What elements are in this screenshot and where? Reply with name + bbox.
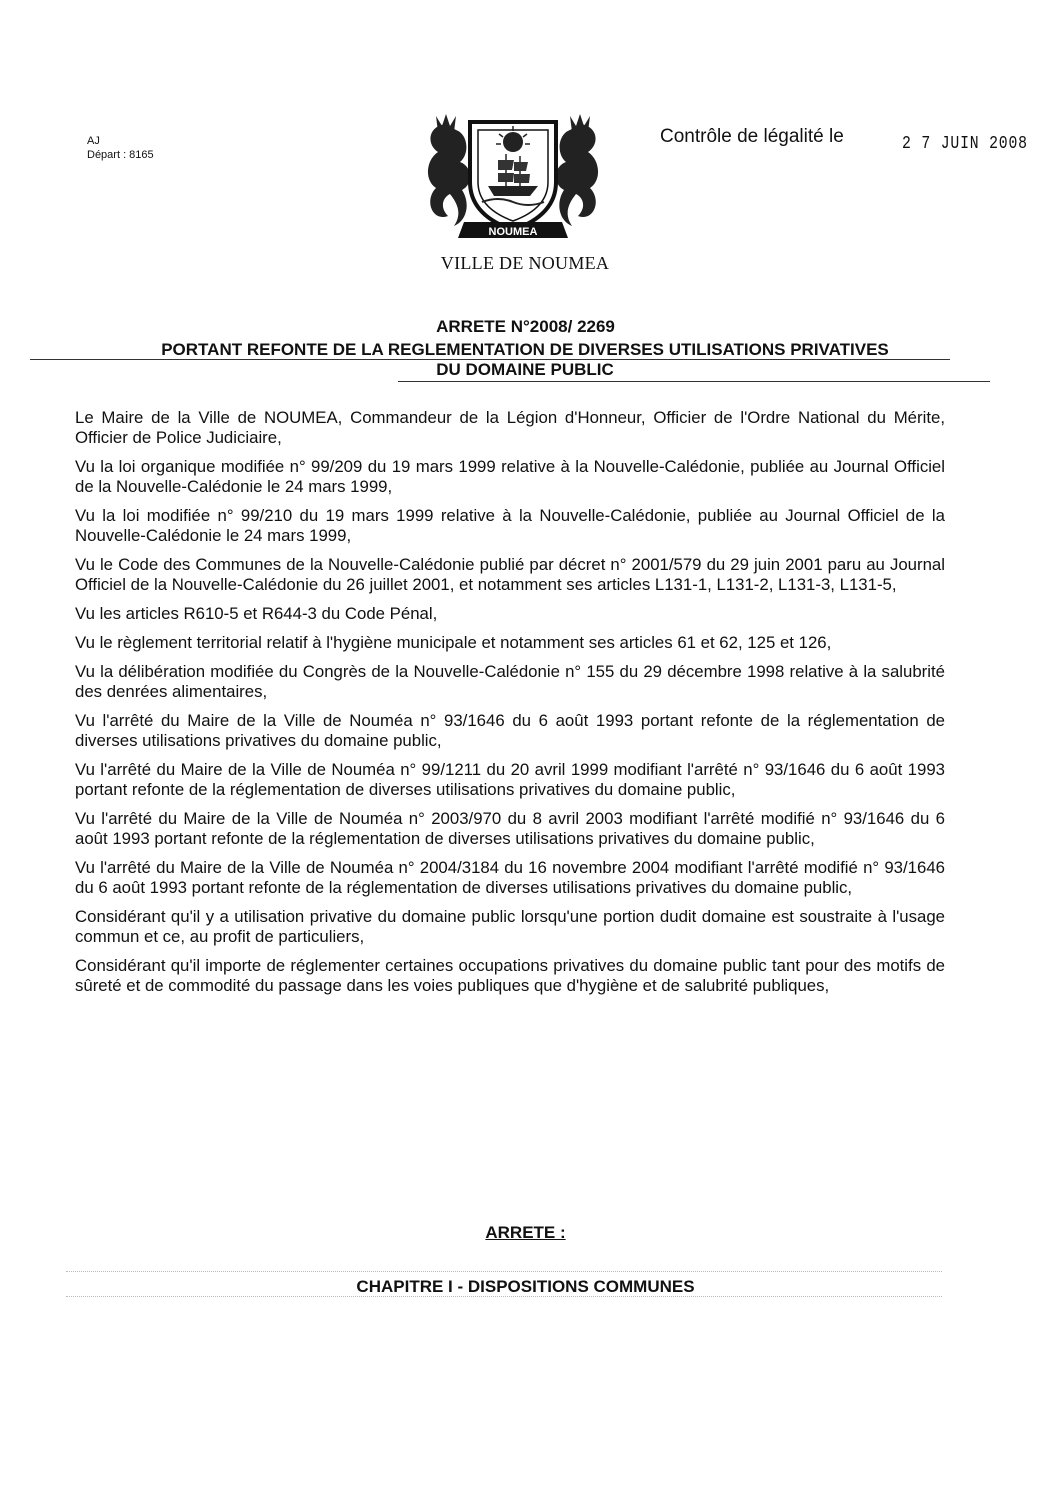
decree-number: ARRETE N°2008/ 2269 (436, 317, 615, 336)
preamble-paragraph: Vu la délibération modifiée du Congrès de la Nouvelle-Calédonie n° 155 du 29 décembre 1998 relative à la salubrité des denrées alimentaires, (75, 662, 945, 701)
legality-control-stamp (660, 126, 1028, 154)
controle-label: Contrôle de légalité le (660, 126, 844, 147)
preamble-paragraph: Vu l'arrêté du Maire de la Ville de Nouméa n° 93/1646 du 6 août 1993 portant refonte de la réglementation de diverses utilisations privatives du domaine public, (75, 711, 945, 750)
city-name: VILLE DE NOUMEA (440, 253, 610, 273)
preamble-paragraph: Vu les articles R610-5 et R644-3 du Code Pénal, (75, 604, 438, 623)
decision-heading (0, 1223, 1051, 1243)
controle-date: 2 7 JUIN 2008 (902, 134, 1028, 154)
reference-block (87, 134, 154, 162)
title-rule-2 (398, 381, 990, 382)
decree-subtitle (30, 340, 1020, 380)
preamble-paragraph: Vu le Code des Communes de la Nouvelle-Calédonie publié par décret n° 2001/579 du 29 juin 2001 paru au Journal Officiel de la Nouvelle-Calédonie du 26 juillet 2001, et notamment ses articles L131-1, L131-2, L131-3, L131-5, (75, 555, 945, 594)
decision-text: ARRETE : (485, 1223, 566, 1242)
preamble-paragraph: Vu la loi modifiée n° 99/210 du 19 mars 1999 relative à la Nouvelle-Calédonie, publiée au Journal Officiel de la Nouvelle-Calédonie le 24 mars 1999, (75, 506, 945, 545)
subtitle-line-2: DU DOMAINE PUBLIC (436, 360, 614, 379)
preamble-paragraph: Le Maire de la Ville de NOUMEA, Commandeur de la Légion d'Honneur, Officier de l'Ordre National du Mérite, Officier de Police Judiciaire, (75, 408, 945, 447)
subtitle-line-1: PORTANT REFONTE DE LA REGLEMENTATION DE DIVERSES UTILISATIONS PRIVATIVES (161, 340, 889, 359)
crest-banner-text: NOUMEA (488, 226, 538, 238)
depart-number: Départ : 8165 (87, 149, 154, 161)
ref-code: AJ (87, 135, 100, 147)
preamble-paragraph: Considérant qu'il importe de réglementer certaines occupations privatives du domaine public tant pour des motifs de sûreté et de commodité du passage dans les voies publiques que d'hygiène et de salubrité publiques, (75, 956, 945, 995)
chapter-heading: CHAPITRE I - DISPOSITIONS COMMUNES (356, 1277, 695, 1296)
preamble-paragraph: Vu l'arrêté du Maire de la Ville de Nouméa n° 99/1211 du 20 avril 1999 modifiant l'arrêté n° 93/1646 du 6 août 1993 portant refonte de la réglementation de diverses utilisations privatives du domaine public, (75, 760, 945, 799)
preamble-paragraph: Considérant qu'il y a utilisation privative du domaine public lorsqu'une portion dudit domaine est soustraite à l'usage commun et ce, au profit de particuliers, (75, 907, 945, 946)
preamble-paragraph: Vu la loi organique modifiée n° 99/209 du 19 mars 1999 relative à la Nouvelle-Calédonie, publiée au Journal Officiel de la Nouvelle-Calédonie le 24 mars 1999, (75, 457, 945, 496)
preamble-paragraph: Vu l'arrêté du Maire de la Ville de Nouméa n° 2004/3184 du 16 novembre 2004 modifiant l'arrêté modifié n° 93/1646 du 6 août 1993 portant refonte de la réglementation de diverses utilisations privatives du domaine public, (75, 858, 945, 897)
title-rule-1 (30, 359, 950, 360)
preamble-paragraph: Vu l'arrêté du Maire de la Ville de Nouméa n° 2003/970 du 8 avril 2003 modifiant l'arrêté modifié n° 93/1646 du 6 août 1993 portant refonte de la réglementation de diverses utilisations privatives du domaine public, (75, 809, 945, 848)
city-crest-logo (418, 104, 608, 246)
preamble-paragraph: Vu le règlement territorial relatif à l'hygiène municipale et notamment ses articles 61 et 62, 125 et 126, (75, 633, 832, 652)
decree-preamble (75, 408, 945, 1005)
